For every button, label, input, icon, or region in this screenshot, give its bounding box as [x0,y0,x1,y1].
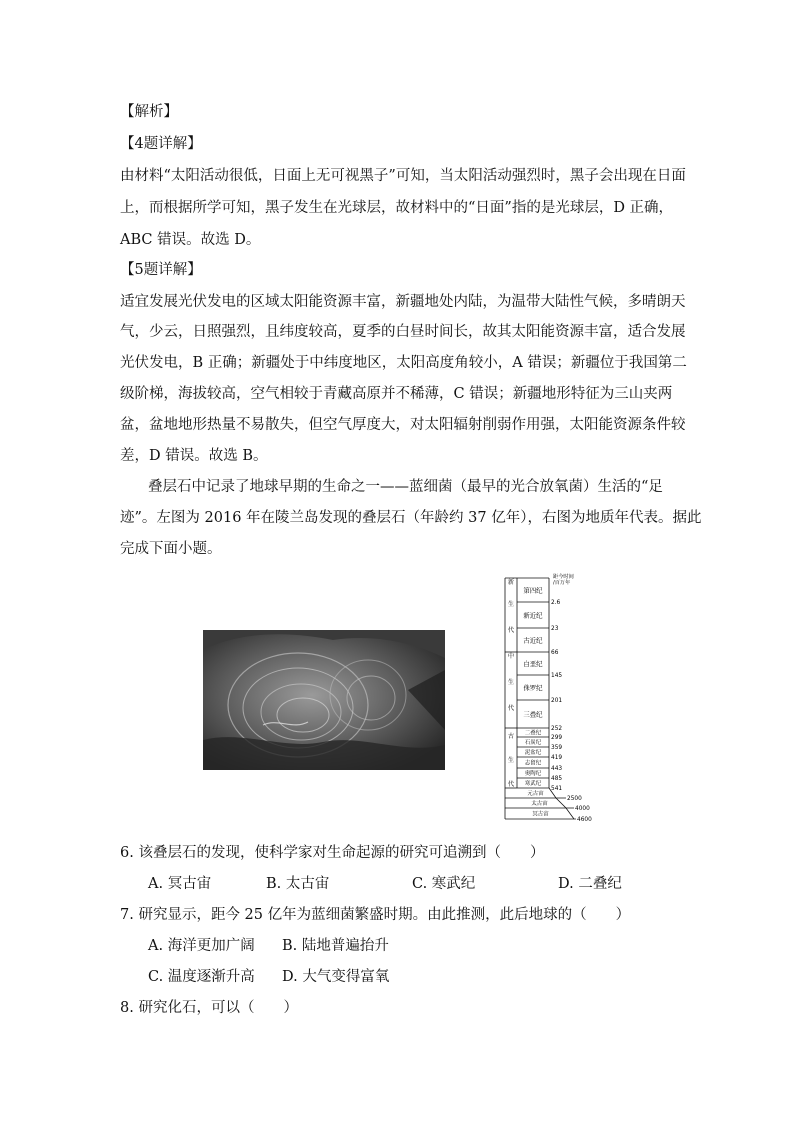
intro-text-line: 叠层石中记录了地球早期的生命之一——蓝细菌（最早的光合放氧菌）生活的“足 [148,479,663,495]
q5-text-line: 级阶梯，海拔较高，空气相较于青藏高原并不稀薄，C 错误；新疆地形特征为三山夹两 [120,386,673,402]
q6-option-a: A. 冥古宙 [148,876,212,892]
era-label: 代 [507,705,515,712]
age-label: 443 [551,766,563,772]
table-border [549,788,574,819]
period-label: 三叠纪 [523,710,543,719]
age-label: 4600 [577,817,592,823]
period-label: 奥陶纪 [524,771,542,778]
q7-option-a: A. 海洋更加广阔 [148,938,255,954]
period-label: 志留纪 [524,760,542,767]
intro-text-line: 完成下面小题。 [120,541,222,557]
period-label: 冥古宙 [532,811,549,818]
q5-text-line: 气，少云，日照强烈，且纬度较高，夏季的白昼时间长，故其太阳能资源丰富，适合发展 [120,324,686,340]
q5-text-line: 光伏发电，B 正确；新疆处于中纬度地区，太阳高度角较小，A 错误；新疆位于我国第二 [120,355,687,371]
period-label: 太古宙 [531,801,548,808]
era-label: 中 [507,653,515,660]
q7-stem: 7. 研究显示，距今 25 亿年为蓝细菌繁盛时期。由此推测，此后地球的（ ） [120,907,631,923]
intro-text-line: 迹”。左图为 2016 年在陵兰岛发现的叠层石（年龄约 37 亿年），右图为地质年代表。据此 [120,510,702,526]
period-label: 白垩纪 [523,659,543,668]
q4-text-line: 由材料“太阳活动很低，日面上无可视黑子”可知，当太阳活动强烈时，黑子会出现在日面 [120,168,686,184]
period-label: 寒武纪 [524,781,542,788]
q5-text-line: 适宜发展光伏发电的区域太阳能资源丰富，新疆地处内陆，为温带大陆性气候，多晴朗天 [120,294,686,310]
q6-option-c: C. 寒武纪 [412,876,476,892]
q5-text-line: 差，D 错误。故选 B。 [120,448,268,464]
era-label: 古 [507,733,515,740]
era-label: 代 [507,781,515,788]
q8-stem: 8. 研究化石，可以（ ） [120,1000,298,1016]
geologic-time-table [500,572,600,830]
era-label: 生 [507,679,515,686]
q7-option-c: C. 温度逐渐升高 [148,969,255,985]
q5-heading: 【5题详解】 [120,262,202,278]
era-label: 生 [507,601,515,608]
age-label: 2500 [567,796,582,802]
age-label: 541 [551,786,563,792]
age-label: 4000 [575,806,590,812]
period-label: 侏罗纪 [523,683,543,692]
q6-option-d: D. 二叠纪 [558,876,622,892]
stromatolite-photo [203,630,445,770]
period-label: 第四纪 [523,586,543,595]
era-label: 生 [507,757,515,764]
age-label: 66 [551,650,559,656]
q6-stem: 6. 该叠层石的发现，使科学家对生命起源的研究可追溯到（ ） [120,845,545,861]
q5-text-line: 盆，盆地地形热量不易散失，但空气厚度大，对太阳辐射削弱作用强，太阳能资源条件较 [120,417,686,433]
age-label: 419 [551,755,563,761]
q6-option-b: B. 太古宙 [266,876,330,892]
age-label: 201 [551,698,563,704]
age-label: 299 [551,735,563,741]
era-label: 代 [507,627,515,634]
q7-option-d: D. 大气变得富氧 [282,969,390,985]
table-header: /百万年 [553,580,571,586]
period-label: 泥盆纪 [524,750,542,757]
age-label: 2.6 [551,600,561,606]
age-label: 359 [551,745,563,751]
period-label: 二叠纪 [524,730,542,737]
q4-text-line: 上，而根据所学可知，黑子发生在光球层，故材料中的“日面”指的是光球层，D 正确， [120,200,674,216]
age-label: 145 [551,673,563,679]
table-header: 距今时间 [553,574,574,580]
period-label: 新近纪 [523,611,543,620]
q4-heading: 【4题详解】 [120,136,202,152]
period-label: 石炭纪 [524,740,542,747]
analysis-heading: 【解析】 [120,104,178,120]
era-label: 新 [507,579,515,586]
age-label: 252 [551,726,563,732]
q4-text-line: ABC 错误。故选 D。 [120,232,261,248]
age-label: 485 [551,776,563,782]
age-label: 23 [551,626,559,632]
period-label: 元古宙 [527,791,544,798]
period-label: 古近纪 [523,636,543,645]
q7-option-b: B. 陆地普遍抬升 [282,938,389,954]
